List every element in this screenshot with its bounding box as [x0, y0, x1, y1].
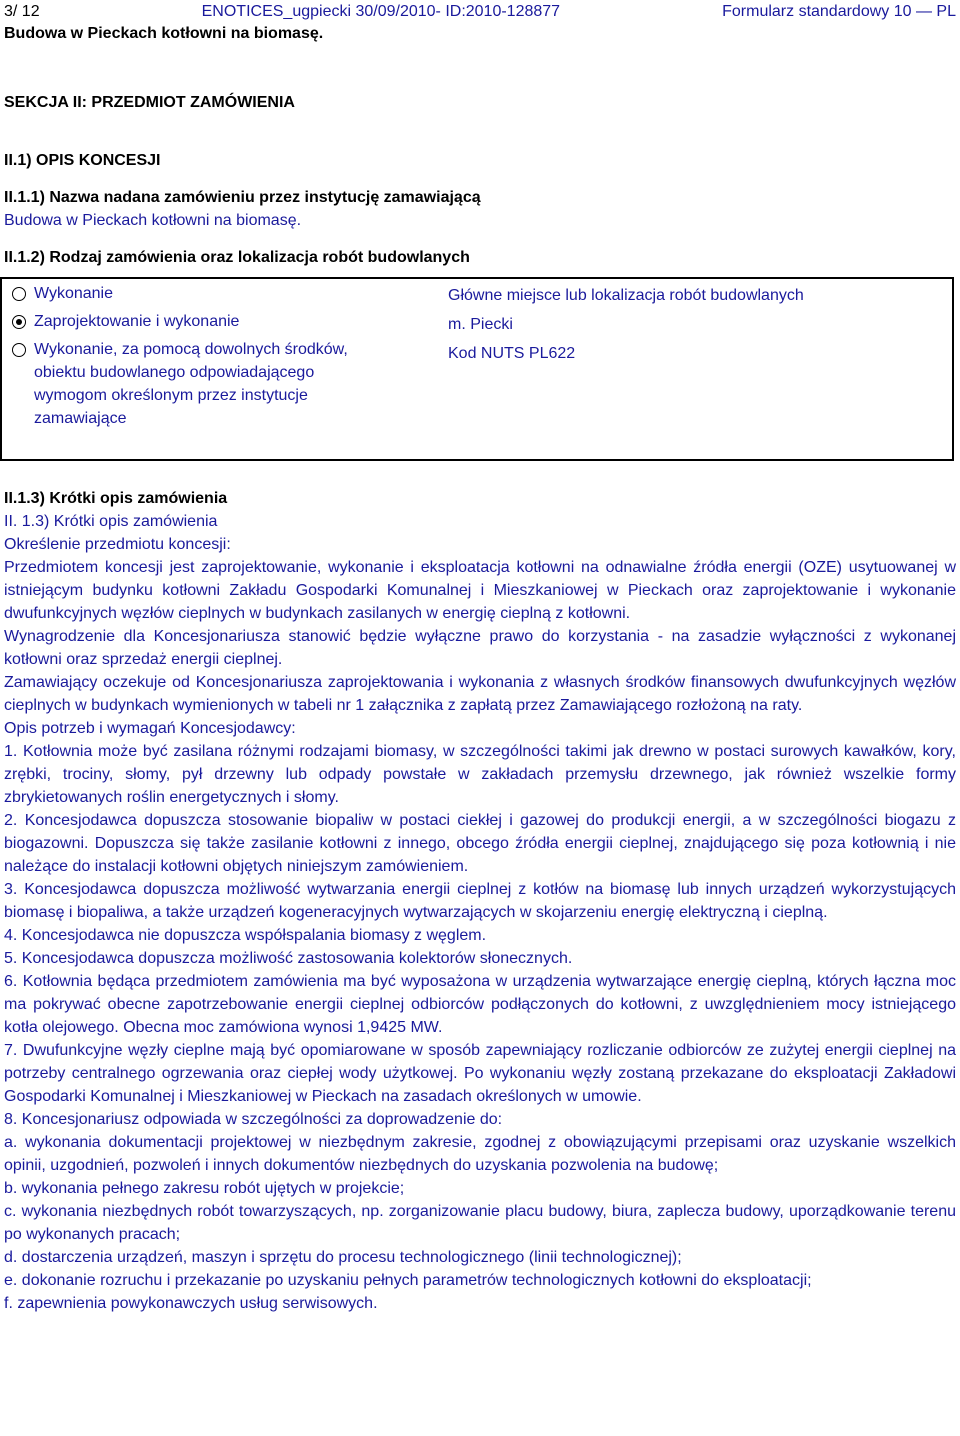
name-heading: II.1.1) Nazwa nadana zamówieniu przez instytucję zamawiającą — [4, 189, 481, 206]
option-label: Zaprojektowanie i wykonanie — [34, 313, 240, 330]
description-line: II. 1.3) Krótki opis zamówienia — [4, 513, 218, 530]
radio-empty-icon[interactable] — [12, 343, 26, 357]
location-value: m. Piecki — [448, 316, 513, 333]
description-heading: II.1.3) Krótki opis zamówienia — [4, 490, 228, 507]
option-label — [34, 338, 348, 430]
document-page — [0, 1, 960, 1315]
location-label: Główne miejsce lub lokalizacja robót budowlanych — [448, 287, 804, 304]
type-heading: II.1.2) Rodzaj zamówienia oraz lokalizacja robót budowlanych — [4, 249, 470, 266]
radio-empty-icon[interactable] — [12, 287, 26, 301]
nuts-value: PL622 — [528, 345, 576, 362]
page-header — [4, 1, 956, 23]
description-text — [4, 510, 956, 1315]
notice-id: ENOTICES_ugpiecki 30/09/2010- ID:2010-128877 — [201, 3, 561, 20]
paragraph: 4. Koncesjodawca nie dopuszcza współspalania biomasy z węglem. — [4, 927, 487, 944]
nuts-code — [448, 342, 952, 371]
paragraph: Przedmiotem koncesji jest zaprojektowanie, wykonanie i eksploatacja kotłowni na odnawialne źródła energii (OZE) usytuowanej w istniejącym budynku kotłowni Zakładu Gospodarki Komunalnej i Mieszkaniowej w Pieckach oraz zaprojektowanie i wykonanie dwufunkcyjnych węzłów cieplnych w budynkach zasilanych w energię cieplną z kotłowni. — [4, 559, 956, 622]
radio-selected-icon[interactable] — [12, 315, 26, 329]
document-title: Budowa w Pieckach kotłowni na biomasę. — [4, 25, 324, 42]
paragraph: d. dostarczenia urządzeń, maszyn i sprzętu do procesu technologicznego (linii technologicznej); — [4, 1249, 682, 1266]
option-label: Wykonanie — [34, 285, 114, 302]
form-name: Formularz standardowy 10 — PL — [722, 3, 956, 20]
subsection-heading: II.1) OPIS KONCESJI — [4, 152, 161, 169]
paragraph: 7. Dwufunkcyjne węzły cieplne mają być opomiarowane w sposób zapewniający rozliczanie odbiorców ze zużytej energii cieplnej na potrzeby centralnego ogrzewania oraz ciepłej wody użytkowej. Po wykonaniu węzły zostaną przekazane do eksploatacji Zakładowi Gospodarki Komunalnej i Mieszkaniowej w Pieckach na zasadach określonych w umowie. — [4, 1042, 956, 1105]
contract-type-box — [0, 277, 954, 461]
option-zaprojektowanie[interactable] — [12, 312, 444, 333]
contract-type-options — [2, 284, 444, 459]
option-wykonanie[interactable] — [12, 284, 444, 305]
option-line: obiektu budowlanego odpowiadającego — [34, 364, 315, 381]
paragraph: 3. Koncesjodawca dopuszcza możliwość wytwarzania energii cieplnej z kotłów na biomasę lub innych urządzeń wykorzystujących biomasę i biopaliwa, a także urządzeń kogeneracyjnych wytwarzających w skojarzeniu energię elektryczną i cieplną. — [4, 881, 956, 921]
section-heading: SEKCJA II: PRZEDMIOT ZAMÓWIENIA — [4, 94, 295, 111]
option-line: wymogom określonym przez instytucje — [34, 387, 308, 404]
paragraph: 8. Koncesjonariusz odpowiada w szczególności za doprowadzenie do: — [4, 1111, 503, 1128]
option-line: zamawiające — [34, 410, 127, 427]
paragraph: 1. Kotłownia może być zasilana różnymi rodzajami biomasy, w szczególności takimi jak drewno w postaci surowych kawałków, kory, zrębki, trociny, słomy, pył drzewny lub odpady powstałe w zakładach przemysłu drzewnego, jak również wszelkie formy zbrykietowanych roślin energetycznych i słomy. — [4, 743, 956, 806]
paragraph: Zamawiający oczekuje od Koncesjonariusza zaprojektowania i wykonania z własnych środków finansowych dwufunkcyjnych węzłów cieplnych w budynkach wymienionych w tabeli nr 1 załącznika z zapłatą przez Zamawiającego rozłożoną na raty. — [4, 674, 956, 714]
paragraph: 2. Koncesjodawca dopuszcza stosowanie biopaliw w postaci ciekłej i gazowej do produkcji energii, a w szczególności biogazu z biogazowni. Dopuszcza się także zasilanie kotłowni z innego, obcego źródła energii cieplnej, znajdującego się poza kotłownią i nie należące do instalacji kotłowni objętych niniejszym zamówieniem. — [4, 812, 956, 875]
paragraph: b. wykonania pełnego zakresu robót ujętych w projekcie; — [4, 1180, 405, 1197]
paragraph: Opis potrzeb i wymagań Koncesjodawcy: — [4, 720, 296, 737]
paragraph: Wynagrodzenie dla Koncesjonariusza stanowić będzie wyłączne prawo do korzystania - na zasadzie wyłączności z wykonanej kotłowni oraz sprzedaż energii cieplnej. — [4, 628, 956, 668]
paragraph: c. wykonania niezbędnych robót towarzyszących, np. zorganizowanie placu budowy, biura, zaplecza budowy, uporządkowanie terenu po wykonanych pracach; — [4, 1203, 956, 1243]
paragraph: 6. Kotłownia będąca przedmiotem zamówienia ma być wyposażona w urządzenia wytwarzające energię cieplną, których łączna moc ma pokrywać obecne zapotrzebowanie energii cieplnej odbiorców podłączonych do kotłowni, z uwzględnieniem mocy istniejącego kotła olejowego. Obecna moc zamówiona wynosi 1,9425 MW. — [4, 973, 956, 1036]
nuts-label: Kod NUTS — [448, 345, 525, 362]
description-line: Określenie przedmiotu koncesji: — [4, 536, 231, 553]
paragraph: f. zapewnienia powykonawczych usług serwisowych. — [4, 1295, 378, 1312]
paragraph: 5. Koncesjodawca dopuszcza możliwość zastosowania kolektorów słonecznych. — [4, 950, 573, 967]
paragraph: e. dokonanie rozruchu i przekazanie po uzyskaniu pełnych parametrów technologicznych kotłowni do eksploatacji; — [4, 1272, 812, 1289]
location-panel — [444, 284, 952, 459]
contract-name: Budowa w Pieckach kotłowni na biomasę. — [4, 212, 302, 229]
page-number: 3/ 12 — [4, 3, 40, 20]
option-dowolne-srodki[interactable] — [12, 340, 444, 430]
paragraph: a. wykonania dokumentacji projektowej w niezbędnym zakresie, zgodnej z obowiązującymi przepisami oraz uzyskanie wszelkich opinii, uzgodnień, pozwoleń i innych dokumentów niezbędnych do uzyskania pozwolenia na budowę; — [4, 1134, 956, 1174]
option-line: Wykonanie, za pomocą dowolnych środków, — [34, 341, 348, 358]
